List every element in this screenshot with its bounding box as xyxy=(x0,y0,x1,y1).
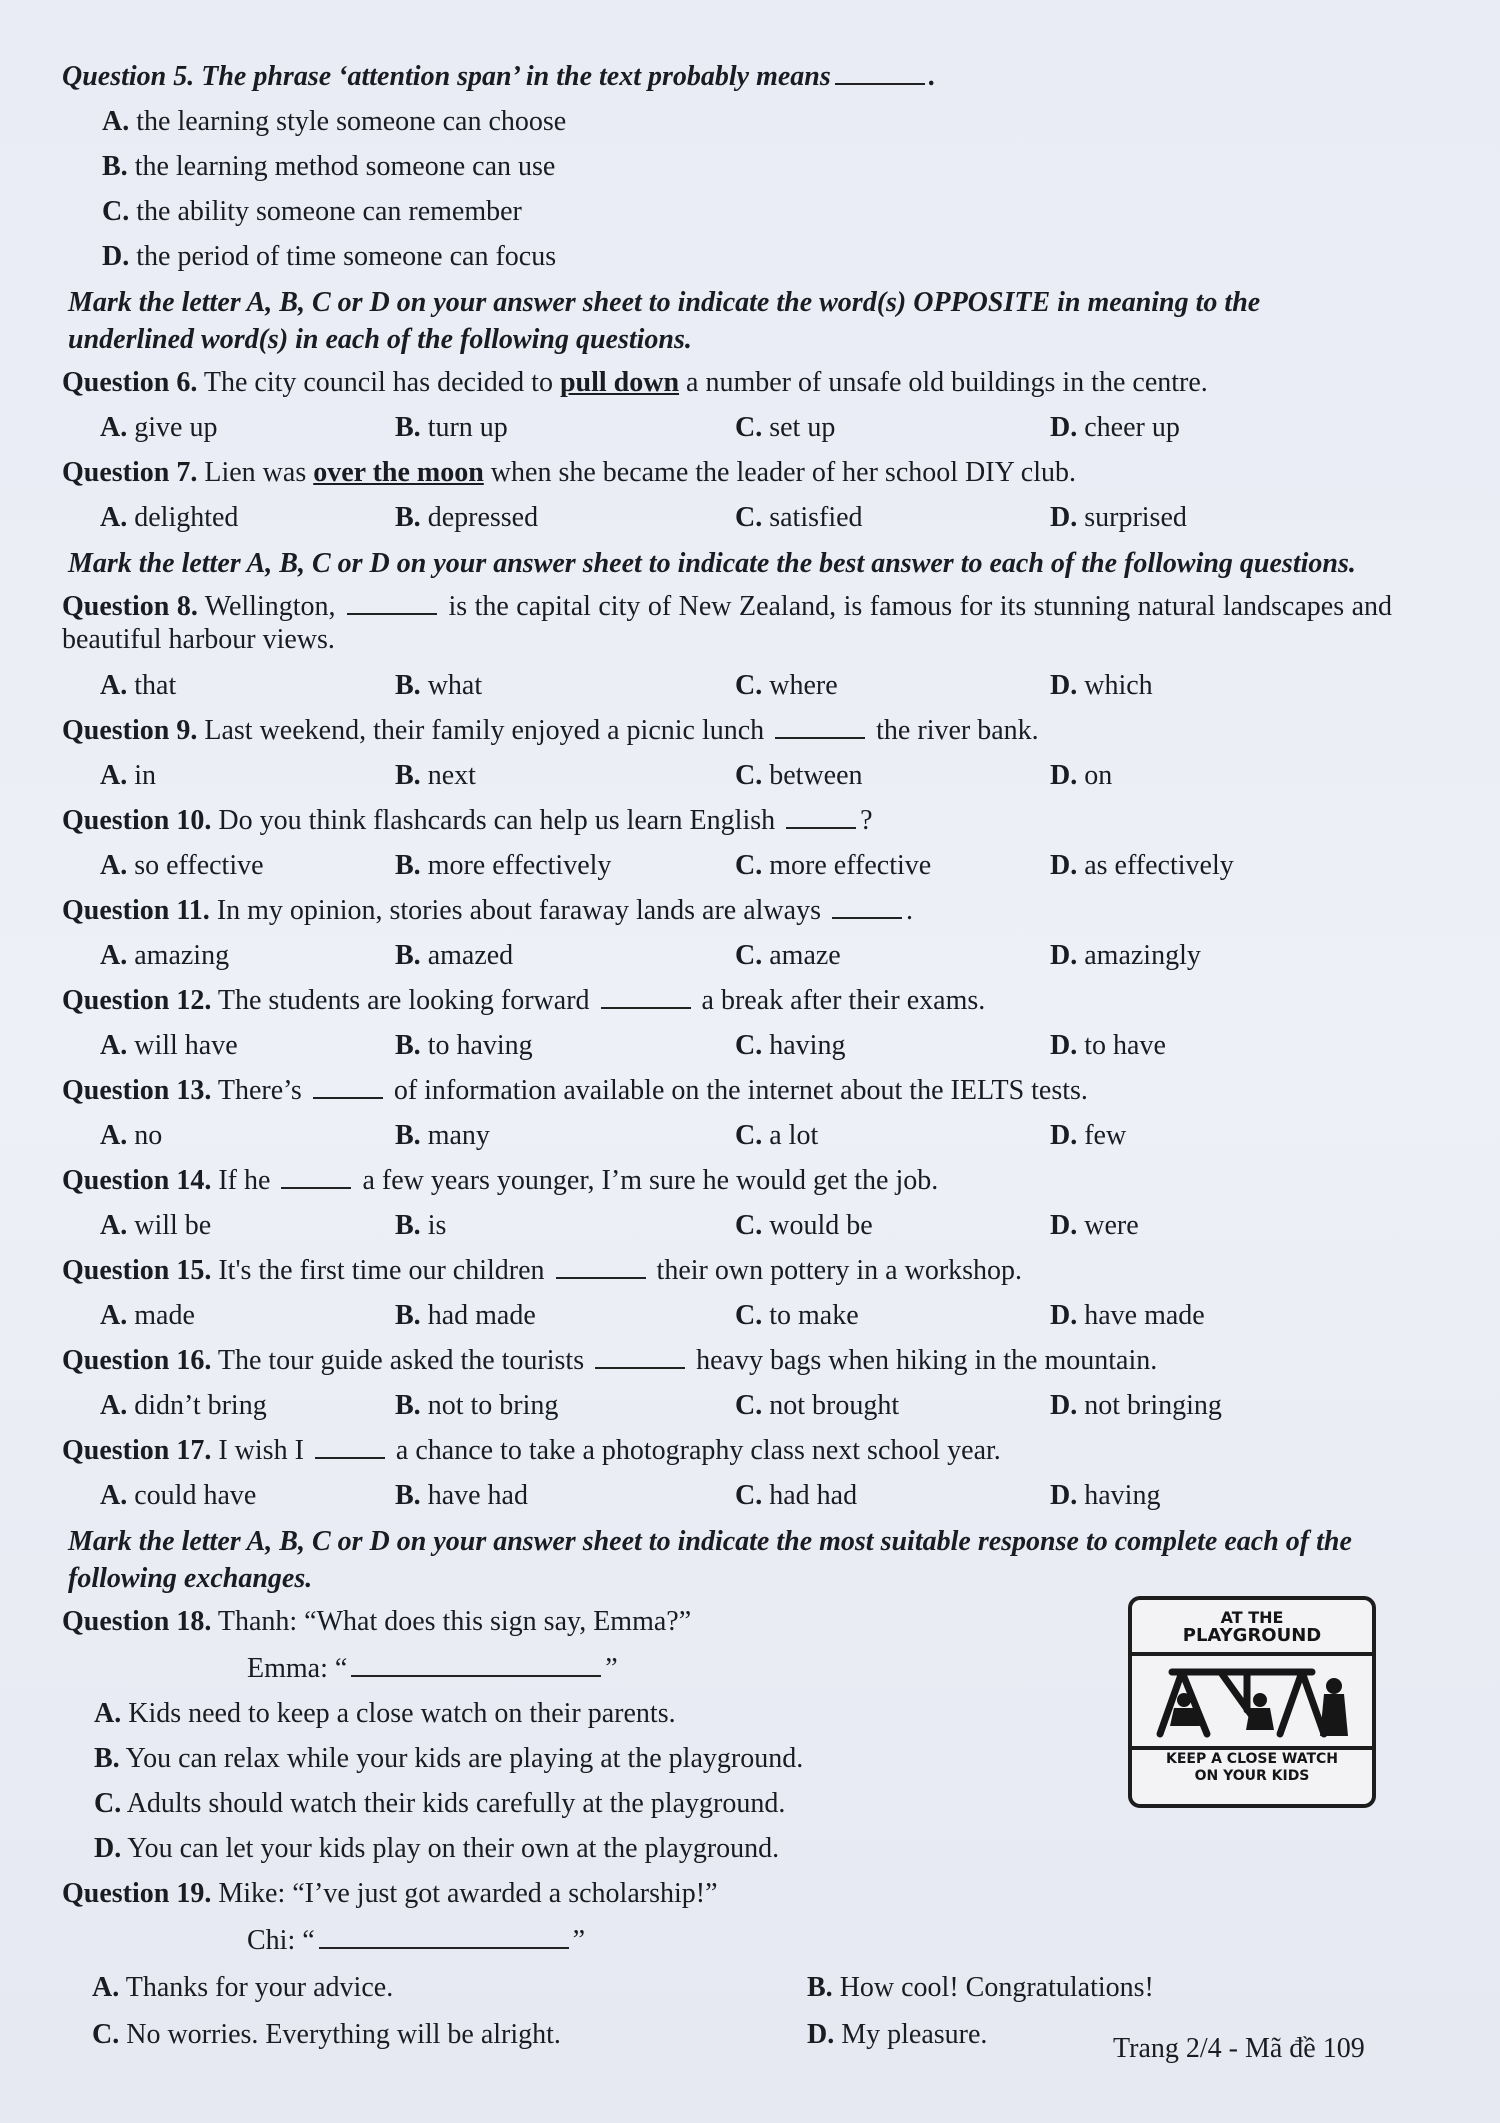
option-a[interactable]: A. amazing xyxy=(100,939,230,971)
option-d[interactable]: D. the period of time someone can focus xyxy=(102,241,557,273)
option-c[interactable]: C. amaze xyxy=(735,939,841,971)
option-b[interactable]: B. How cool! Congratulations! xyxy=(807,1972,1154,2004)
option-a[interactable]: A. delighted xyxy=(100,502,239,534)
answer-blank xyxy=(595,1345,685,1369)
question-6: Question 6. The city council has decided to pull down a number of unsafe old buildings in the centre. xyxy=(62,366,1208,398)
option-a[interactable]: A. so effective xyxy=(100,849,264,881)
question-19: Question 19. Mike: “I’ve just got awarded a scholarship!” xyxy=(62,1878,718,1910)
option-a[interactable]: A. made xyxy=(100,1299,195,1331)
sign-divider xyxy=(1132,1652,1372,1656)
question-15-options xyxy=(100,1299,1392,1332)
option-c[interactable]: C. No worries. Everything will be alright. xyxy=(92,2019,561,2051)
option-d[interactable]: D. surprised xyxy=(1050,502,1187,534)
question-18-reply: Emma: “ ” xyxy=(247,1652,618,1684)
question-8-options xyxy=(100,669,1392,702)
question-12: Question 12. The students are looking forward a break after their exams. xyxy=(62,984,986,1016)
option-c[interactable]: C. to make xyxy=(735,1299,859,1331)
sign-line-1: AT THE xyxy=(1220,1608,1284,1627)
sign-line-4: ON YOUR KIDS xyxy=(1194,1768,1310,1785)
option-b[interactable]: B. depressed xyxy=(395,502,539,534)
option-b[interactable]: B. is xyxy=(395,1209,447,1241)
option-d[interactable]: D. were xyxy=(1050,1209,1139,1241)
option-b[interactable]: B. many xyxy=(395,1119,490,1151)
answer-blank xyxy=(832,895,902,919)
question-10-options xyxy=(100,849,1392,882)
question-10: Question 10. Do you think flashcards can help us learn English ? xyxy=(62,804,873,836)
option-c[interactable]: C. not brought xyxy=(735,1390,900,1422)
option-c[interactable]: C. Adults should watch their kids carefully at the playground. xyxy=(94,1788,786,1820)
option-c[interactable]: C. where xyxy=(735,669,838,701)
option-c[interactable]: C. had had xyxy=(735,1480,858,1512)
option-b[interactable]: B. not to bring xyxy=(395,1390,559,1422)
question-11: Question 11. In my opinion, stories about faraway lands are always . xyxy=(62,894,913,926)
question-7: Question 7. Lien was over the moon when she became the leader of her school DIY club. xyxy=(62,457,1076,488)
option-c[interactable]: C. a lot xyxy=(735,1119,819,1151)
question-7-options xyxy=(100,501,1392,534)
option-d[interactable]: D. as effectively xyxy=(1050,849,1234,881)
option-b[interactable]: B. the learning method someone can use xyxy=(102,151,556,183)
playground-swing-icon xyxy=(1152,1660,1352,1740)
option-d[interactable]: D. on xyxy=(1050,759,1113,791)
answer-blank xyxy=(835,61,925,85)
option-a[interactable]: A. in xyxy=(100,759,157,791)
answer-blank xyxy=(601,985,691,1009)
option-c[interactable]: C. having xyxy=(735,1029,846,1061)
option-c[interactable]: C. set up xyxy=(735,411,836,443)
option-d[interactable]: D. My pleasure. xyxy=(807,2019,988,2051)
option-a[interactable]: A. the learning style someone can choose xyxy=(102,106,567,138)
option-d[interactable]: D. few xyxy=(1050,1119,1127,1151)
option-b[interactable]: B. You can relax while your kids are playing at the playground. xyxy=(94,1742,804,1774)
option-a[interactable]: A. Kids need to keep a close watch on their parents. xyxy=(94,1697,676,1729)
question-17: Question 17. I wish I a chance to take a photography class next school year. xyxy=(62,1435,1001,1467)
option-d[interactable]: D. not bringing xyxy=(1050,1390,1222,1422)
option-c[interactable]: C. would be xyxy=(735,1209,873,1241)
answer-blank xyxy=(281,1165,351,1189)
question-11-options xyxy=(100,939,1392,972)
option-b[interactable]: B. more effectively xyxy=(395,849,612,881)
question-16-options xyxy=(100,1389,1392,1422)
question-9: Question 9. Last weekend, their family enjoyed a picnic lunch the river bank. xyxy=(62,714,1039,746)
playground-sign xyxy=(1128,1596,1376,1808)
option-b[interactable]: B. have had xyxy=(395,1480,528,1512)
sign-divider xyxy=(1132,1746,1372,1750)
question-14: Question 14. If he a few years younger, I’m sure he would get the job. xyxy=(62,1164,939,1196)
page-footer: Trang 2/4 - Mã đề 109 xyxy=(1113,2033,1365,2064)
question-13-options xyxy=(100,1119,1392,1152)
option-a[interactable]: A. didn’t bring xyxy=(100,1390,267,1422)
question-13: Question 13. There’s of information available on the internet about the IELTS tests. xyxy=(62,1074,1088,1106)
option-a[interactable]: A. give up xyxy=(100,411,218,443)
option-c[interactable]: C. between xyxy=(735,759,863,791)
answer-blank xyxy=(786,805,856,829)
instruction-best-answer: Mark the letter A, B, C or D on your answer sheet to indicate the best answer to each of the following questions. xyxy=(68,548,1356,580)
answer-blank xyxy=(775,715,865,739)
question-16: Question 16. The tour guide asked the tourists heavy bags when hiking in the mountain. xyxy=(62,1344,1158,1376)
answer-blank xyxy=(347,591,437,615)
question-18: Question 18. Thanh: “What does this sign say, Emma?” xyxy=(62,1605,692,1637)
question-6-options xyxy=(100,411,1392,444)
underlined-word: pull down xyxy=(559,366,680,398)
question-8: Question 8. Wellington, is the capital city of New Zealand, is famous for its stunning natural landscapes and beautiful harbour views. xyxy=(62,591,1392,656)
question-17-options xyxy=(100,1479,1392,1512)
instruction-opposite: Mark the letter A, B, C or D on your answer sheet to indicate the word(s) OPPOSITE in meaning to the underlined word(s) in each of the following questions. xyxy=(68,287,1261,355)
underlined-word: over the moon xyxy=(313,457,484,488)
option-c[interactable]: C. satisfied xyxy=(735,502,863,534)
option-d[interactable]: D. cheer up xyxy=(1050,411,1180,443)
option-d[interactable]: D. have made xyxy=(1050,1299,1205,1331)
question-19-options-row-1 xyxy=(92,1971,1392,2004)
option-b[interactable]: B. what xyxy=(395,669,483,701)
option-c[interactable]: C. more effective xyxy=(735,849,932,881)
option-a[interactable]: A. will have xyxy=(100,1029,238,1061)
question-12-options xyxy=(100,1029,1392,1062)
question-5: Question 5. The phrase ‘attention span’ in the text probably means . xyxy=(62,61,936,92)
option-d[interactable]: D. amazingly xyxy=(1050,939,1201,971)
sign-line-3: KEEP A CLOSE WATCH xyxy=(1165,1750,1339,1767)
option-a[interactable]: A. could have xyxy=(100,1480,257,1512)
option-d[interactable]: D. which xyxy=(1050,669,1153,701)
option-d[interactable]: D. You can let your kids play on their own at the playground. xyxy=(94,1833,780,1865)
option-b[interactable]: B. to having xyxy=(395,1029,533,1061)
answer-blank xyxy=(313,1075,383,1099)
question-14-options xyxy=(100,1209,1392,1242)
answer-blank xyxy=(351,1653,601,1677)
option-a[interactable]: A. that xyxy=(100,669,177,701)
option-a[interactable]: A. will be xyxy=(100,1209,212,1241)
option-d[interactable]: D. to have xyxy=(1050,1029,1166,1061)
option-b[interactable]: B. next xyxy=(395,759,476,791)
option-b[interactable]: B. turn up xyxy=(395,411,508,443)
question-5-options xyxy=(102,105,1392,273)
answer-blank xyxy=(319,1925,569,1949)
answer-blank xyxy=(556,1255,646,1279)
option-a[interactable]: A. Thanks for your advice. xyxy=(92,1972,394,2004)
question-19-reply: Chi: “ ” xyxy=(247,1925,586,1957)
option-a[interactable]: A. no xyxy=(100,1119,163,1151)
option-c[interactable]: C. the ability someone can remember xyxy=(102,196,522,228)
sign-line-2: PLAYGROUND xyxy=(1182,1625,1322,1646)
question-9-options xyxy=(100,759,1392,792)
instruction-response: Mark the letter A, B, C or D on your answer sheet to indicate the most suitable response to complete each of the following exchanges. xyxy=(68,1526,1352,1594)
answer-blank xyxy=(315,1435,385,1459)
option-b[interactable]: B. had made xyxy=(395,1299,536,1331)
option-d[interactable]: D. having xyxy=(1050,1480,1161,1512)
option-b[interactable]: B. amazed xyxy=(395,939,514,971)
question-15: Question 15. It's the first time our children their own pottery in a workshop. xyxy=(62,1254,1023,1286)
